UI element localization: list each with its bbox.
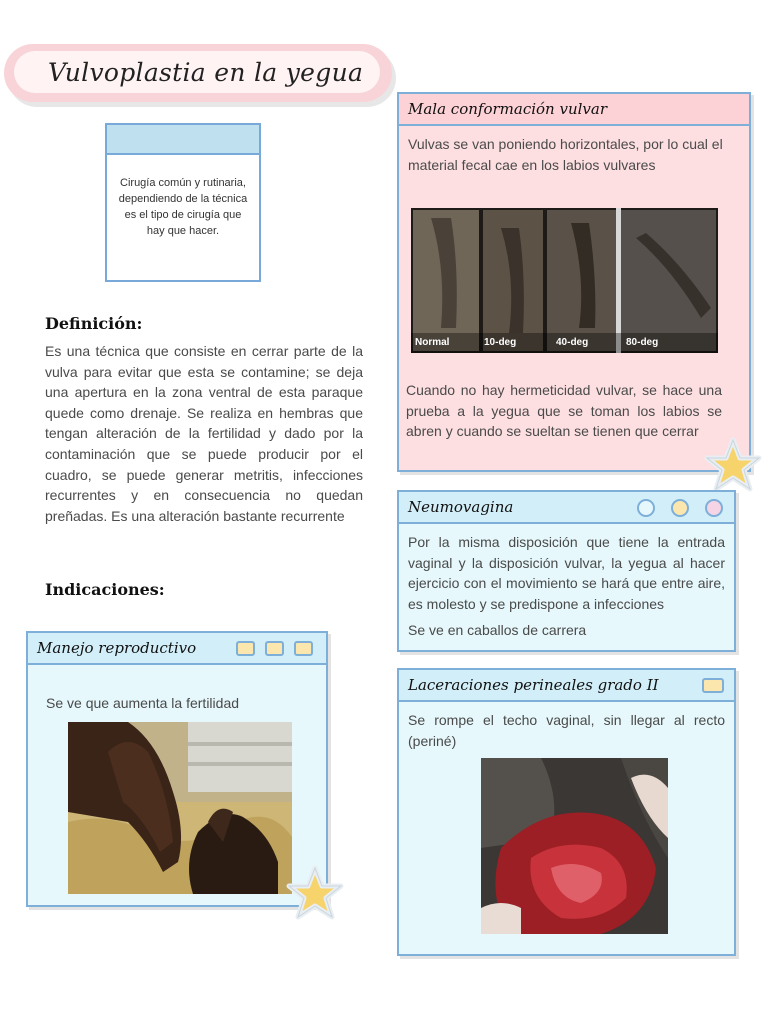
title-banner [4, 44, 392, 102]
note-text: Cirugía común y rutinaria, dependiendo de la técnica es el tipo de cirugía que hay que hacer. [118, 177, 248, 237]
indications-heading: Indicaciones: [45, 580, 165, 599]
page-title: Vulvoplastia en la yegua [48, 57, 364, 87]
neumo-title: Neumovagina [408, 498, 514, 516]
window-square-icon [236, 641, 255, 656]
neumo-card [397, 490, 736, 652]
window-circle-icon [637, 499, 655, 517]
definition-heading: Definición: [45, 314, 143, 333]
mala-title: Mala conformación vulvar [408, 100, 607, 118]
figure-label-10-deg: 10-deg [484, 337, 517, 348]
window-square-icon [702, 678, 724, 693]
window-square-icon [294, 641, 313, 656]
vulvar-conformation-figure [411, 208, 718, 353]
figure-label-80-deg: 80-deg [626, 337, 659, 348]
window-circle-icon [705, 499, 723, 517]
manejo-text: Se ve que aumenta la fertilidad [46, 695, 240, 711]
mala-card-header [399, 94, 749, 126]
mare-and-foal-photo [68, 722, 292, 894]
laceraciones-title: Laceraciones perineales grado II [408, 676, 659, 694]
definition-text: Es una técnica que consiste en cerrar parte de la vulva para evitar que esta se contamine; se deja una apertura en la zona ventral de esta paraque quede como drenaje. Se realiza en hembras que tengan alteración de la fertilidad y dado por la contaminación que se puede producir por el cuadro, se puede generar metritis, infecciones recurrentes y en consecuencia no quedan preñadas. Es una alteración bastante recurrente [45, 343, 363, 524]
neumo-text-1: Por la misma disposición que tiene la entrada vaginal y la disposición vulvar, la yegua al hacer ejercicio con el movimiento se hará que entre aire, es molesto y se predispone a infecciones [408, 534, 725, 612]
neumo-card-header [399, 492, 734, 524]
star-icon [703, 436, 763, 496]
manejo-title: Manejo reproductivo [37, 639, 197, 657]
figure-label-normal: Normal [415, 337, 450, 348]
note-card [105, 123, 261, 282]
laceraciones-text: Se rompe el techo vaginal, sin llegar al recto (periné) [408, 712, 725, 749]
star-icon [285, 864, 345, 924]
perineal-laceration-photo [481, 758, 668, 934]
window-square-icon [265, 641, 284, 656]
figure-label-40-deg: 40-deg [556, 337, 589, 348]
window-circle-icon [671, 499, 689, 517]
mala-text-2: Cuando no hay hermeticidad vulvar, se hace una prueba a la yegua que se toman los labios se abren y cuando se sueltan se tienen que cerrar [406, 382, 722, 440]
neumo-text-2: Se ve en caballos de carrera [408, 622, 587, 638]
manejo-card-header [28, 633, 326, 665]
title-banner-inner [14, 51, 380, 93]
laceraciones-card-header [399, 670, 734, 702]
note-card-header [107, 125, 259, 155]
mala-text-1: Vulvas se van poniendo horizontales, por lo cual el material fecal cae en los labios vulvares [408, 136, 723, 173]
